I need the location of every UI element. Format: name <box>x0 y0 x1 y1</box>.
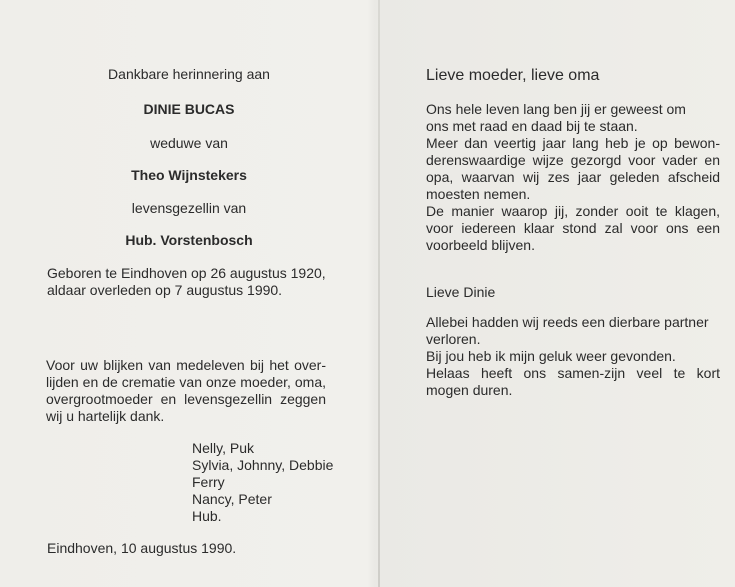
thanks-line: Voor uw blijken van medeleven bij het over- <box>46 357 326 373</box>
family-line: Nancy, Peter <box>192 491 272 507</box>
thanks-line: overgrootmoeder en levensgezellin zeggen <box>46 391 326 407</box>
text-line: derenswaardige wijze gezorgd voor vader en <box>426 152 720 168</box>
birth-death-text <box>47 265 326 299</box>
text-line: voor iedereen klaar stond zal voor ons een <box>426 220 720 236</box>
text-line: De manier waarop jij, zonder ooit te klagen, <box>426 203 720 219</box>
widow-of-text: weduwe van <box>150 135 228 151</box>
text-line: Bij jou heb ik mijn geluk weer gevonden. <box>426 348 676 364</box>
family-line: Ferry <box>192 474 225 490</box>
text-line: Meer dan veertig jaar lang heb je op bewon- <box>426 135 720 151</box>
text-line: mogen duren. <box>426 382 513 398</box>
text-line: voorbeeld blijven. <box>426 237 535 253</box>
text-line: verloren. <box>426 331 481 347</box>
family-line: Nelly, Puk <box>192 440 254 456</box>
text-line: ons met raad en daad bij te staan. <box>426 118 638 134</box>
text-line: Ons hele leven lang ben jij er geweest om <box>426 101 686 117</box>
text-line: opa, waarvan wij zes jaar geleden afscheid <box>426 169 720 185</box>
place-date: Eindhoven, 10 augustus 1990. <box>47 540 237 556</box>
family-line: Sylvia, Johnny, Debbie <box>192 457 334 473</box>
thanks-line: wij u hartelijk dank. <box>46 408 165 424</box>
intro-text: Dankbare herinnering aan <box>108 66 270 82</box>
partner-name: Hub. Vorstenbosch <box>125 232 253 248</box>
death-line: aldaar overleden op 7 augustus 1990. <box>47 282 283 298</box>
text-line: Allebei hadden wij reeds een dierbare partner <box>426 314 709 330</box>
text-line: Helaas heeft ons samen-zijn veel te kort <box>426 365 720 381</box>
spouse-name: Theo Wijnstekers <box>131 167 247 183</box>
greeting-dinie: Lieve Dinie <box>426 284 496 300</box>
birth-line: Geboren te Eindhoven op 26 augustus 1920, <box>47 265 326 281</box>
thanks-line: lijden en de crematie van onze moeder, oma, <box>46 374 326 390</box>
mother-paragraph <box>426 101 720 254</box>
greeting-mother: Lieve moeder, lieve oma <box>426 67 600 84</box>
partner-paragraph <box>426 314 720 399</box>
text-line: moesten nemen. <box>426 186 531 202</box>
deceased-name: DINIE BUCAS <box>143 101 235 117</box>
family-list <box>192 440 333 525</box>
card-fold-line <box>378 0 380 587</box>
thanks-paragraph <box>46 357 326 425</box>
family-line: Hub. <box>192 508 222 524</box>
partner-of-text: levensgezellin van <box>131 200 247 216</box>
